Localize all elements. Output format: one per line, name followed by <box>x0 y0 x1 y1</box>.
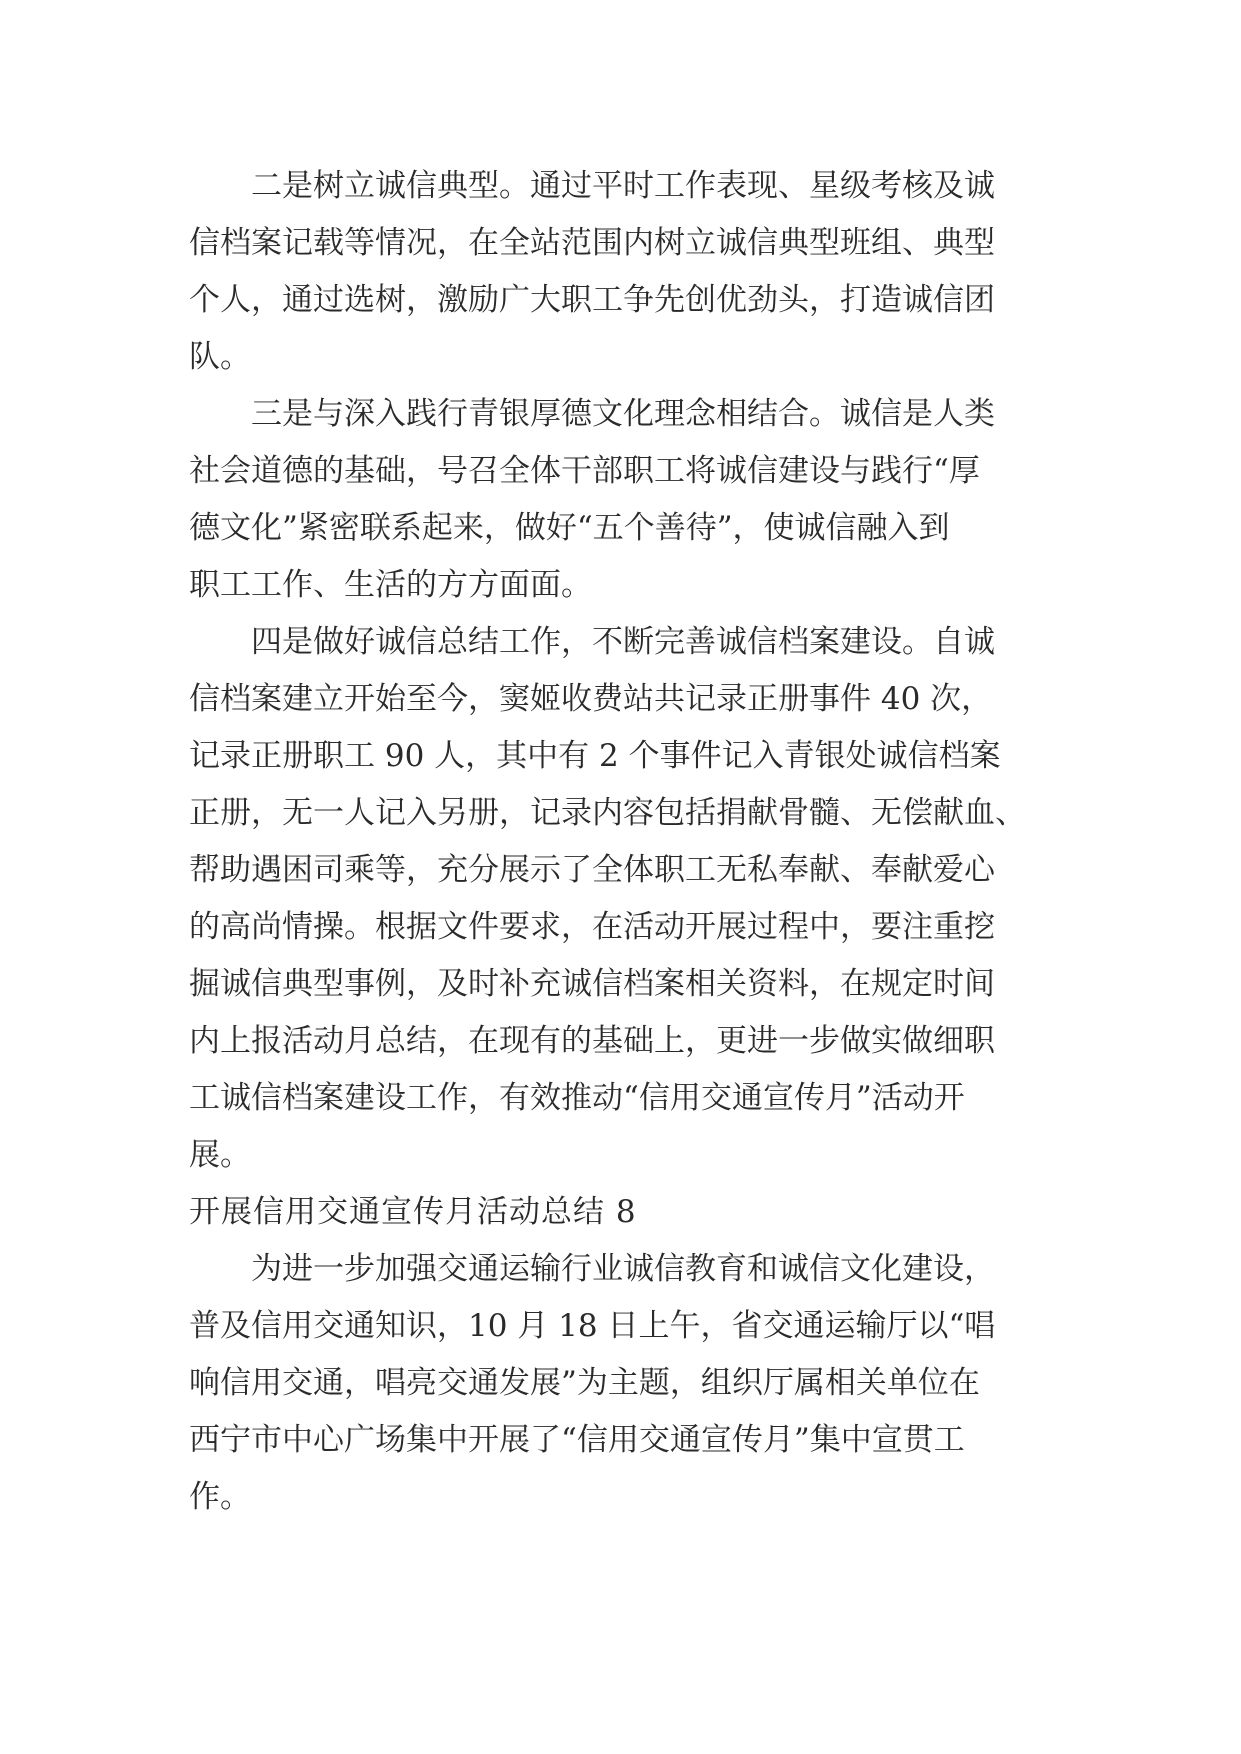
text-line: 掘诚信典型事例，及时补充诚信档案相关资料，在规定时间 <box>189 966 995 1002</box>
text-line: 展。 <box>189 1137 251 1173</box>
text-line: 的高尚情操。根据文件要求，在活动开展过程中，要注重挖 <box>189 909 995 945</box>
text-line: 普及信用交通知识，10 月 18 日上午，省交通运输厅以“唱 <box>189 1308 996 1344</box>
text-line: 信档案记载等情况，在全站范围内树立诚信典型班组、典型 <box>189 225 995 261</box>
text-line: 西宁市中心广场集中开展了“信用交通宣传月”集中宣贯工 <box>189 1422 965 1458</box>
text-line: 帮助遇困司乘等，充分展示了全体职工无私奉献、奉献爱心 <box>189 852 995 888</box>
text-line: 作。 <box>189 1479 251 1515</box>
paragraph-credit-archives <box>189 614 1054 1184</box>
paragraph-houde-culture <box>189 386 1054 614</box>
text-line: 个人，通过选树，激励广大职工争先创优劲头，打造诚信团 <box>189 282 995 318</box>
text-line: 社会道德的基础，号召全体干部职工将诚信建设与践行“厚 <box>189 453 980 489</box>
text-line: 二是树立诚信典型。通过平时工作表现、星级考核及诚 <box>251 168 995 204</box>
text-line: 三是与深入践行青银厚德文化理念相结合。诚信是人类 <box>251 396 995 432</box>
text-line: 响信用交通，唱亮交通发展”为主题，组织厅属相关单位在 <box>189 1365 980 1401</box>
text-line: 职工工作、生活的方方面面。 <box>189 567 592 603</box>
paragraph-publicity-month <box>189 1241 1054 1526</box>
section-heading: 开展信用交通宣传月活动总结 8 <box>189 1194 637 1230</box>
document-body <box>189 158 1054 1526</box>
text-line: 队。 <box>189 339 251 375</box>
paragraph-credit-models <box>189 158 1054 386</box>
text-line: 信档案建立开始至今，窦姬收费站共记录正册事件 40 次， <box>189 681 993 717</box>
text-line: 德文化”紧密联系起来，做好“五个善待”，使诚信融入到 <box>189 510 950 546</box>
text-line: 为进一步加强交通运输行业诚信教育和诚信文化建设， <box>251 1251 995 1287</box>
text-line: 正册，无一人记入另册，记录内容包括捐献骨髓、无偿献血、 <box>189 795 1026 831</box>
text-line: 记录正册职工 90 人，其中有 2 个事件记入青银处诚信档案 <box>189 738 1001 774</box>
text-line: 四是做好诚信总结工作，不断完善诚信档案建设。自诚 <box>251 624 995 660</box>
text-line: 工诚信档案建设工作，有效推动“信用交通宣传月”活动开 <box>189 1080 965 1116</box>
text-line: 内上报活动月总结，在现有的基础上，更进一步做实做细职 <box>189 1023 995 1059</box>
